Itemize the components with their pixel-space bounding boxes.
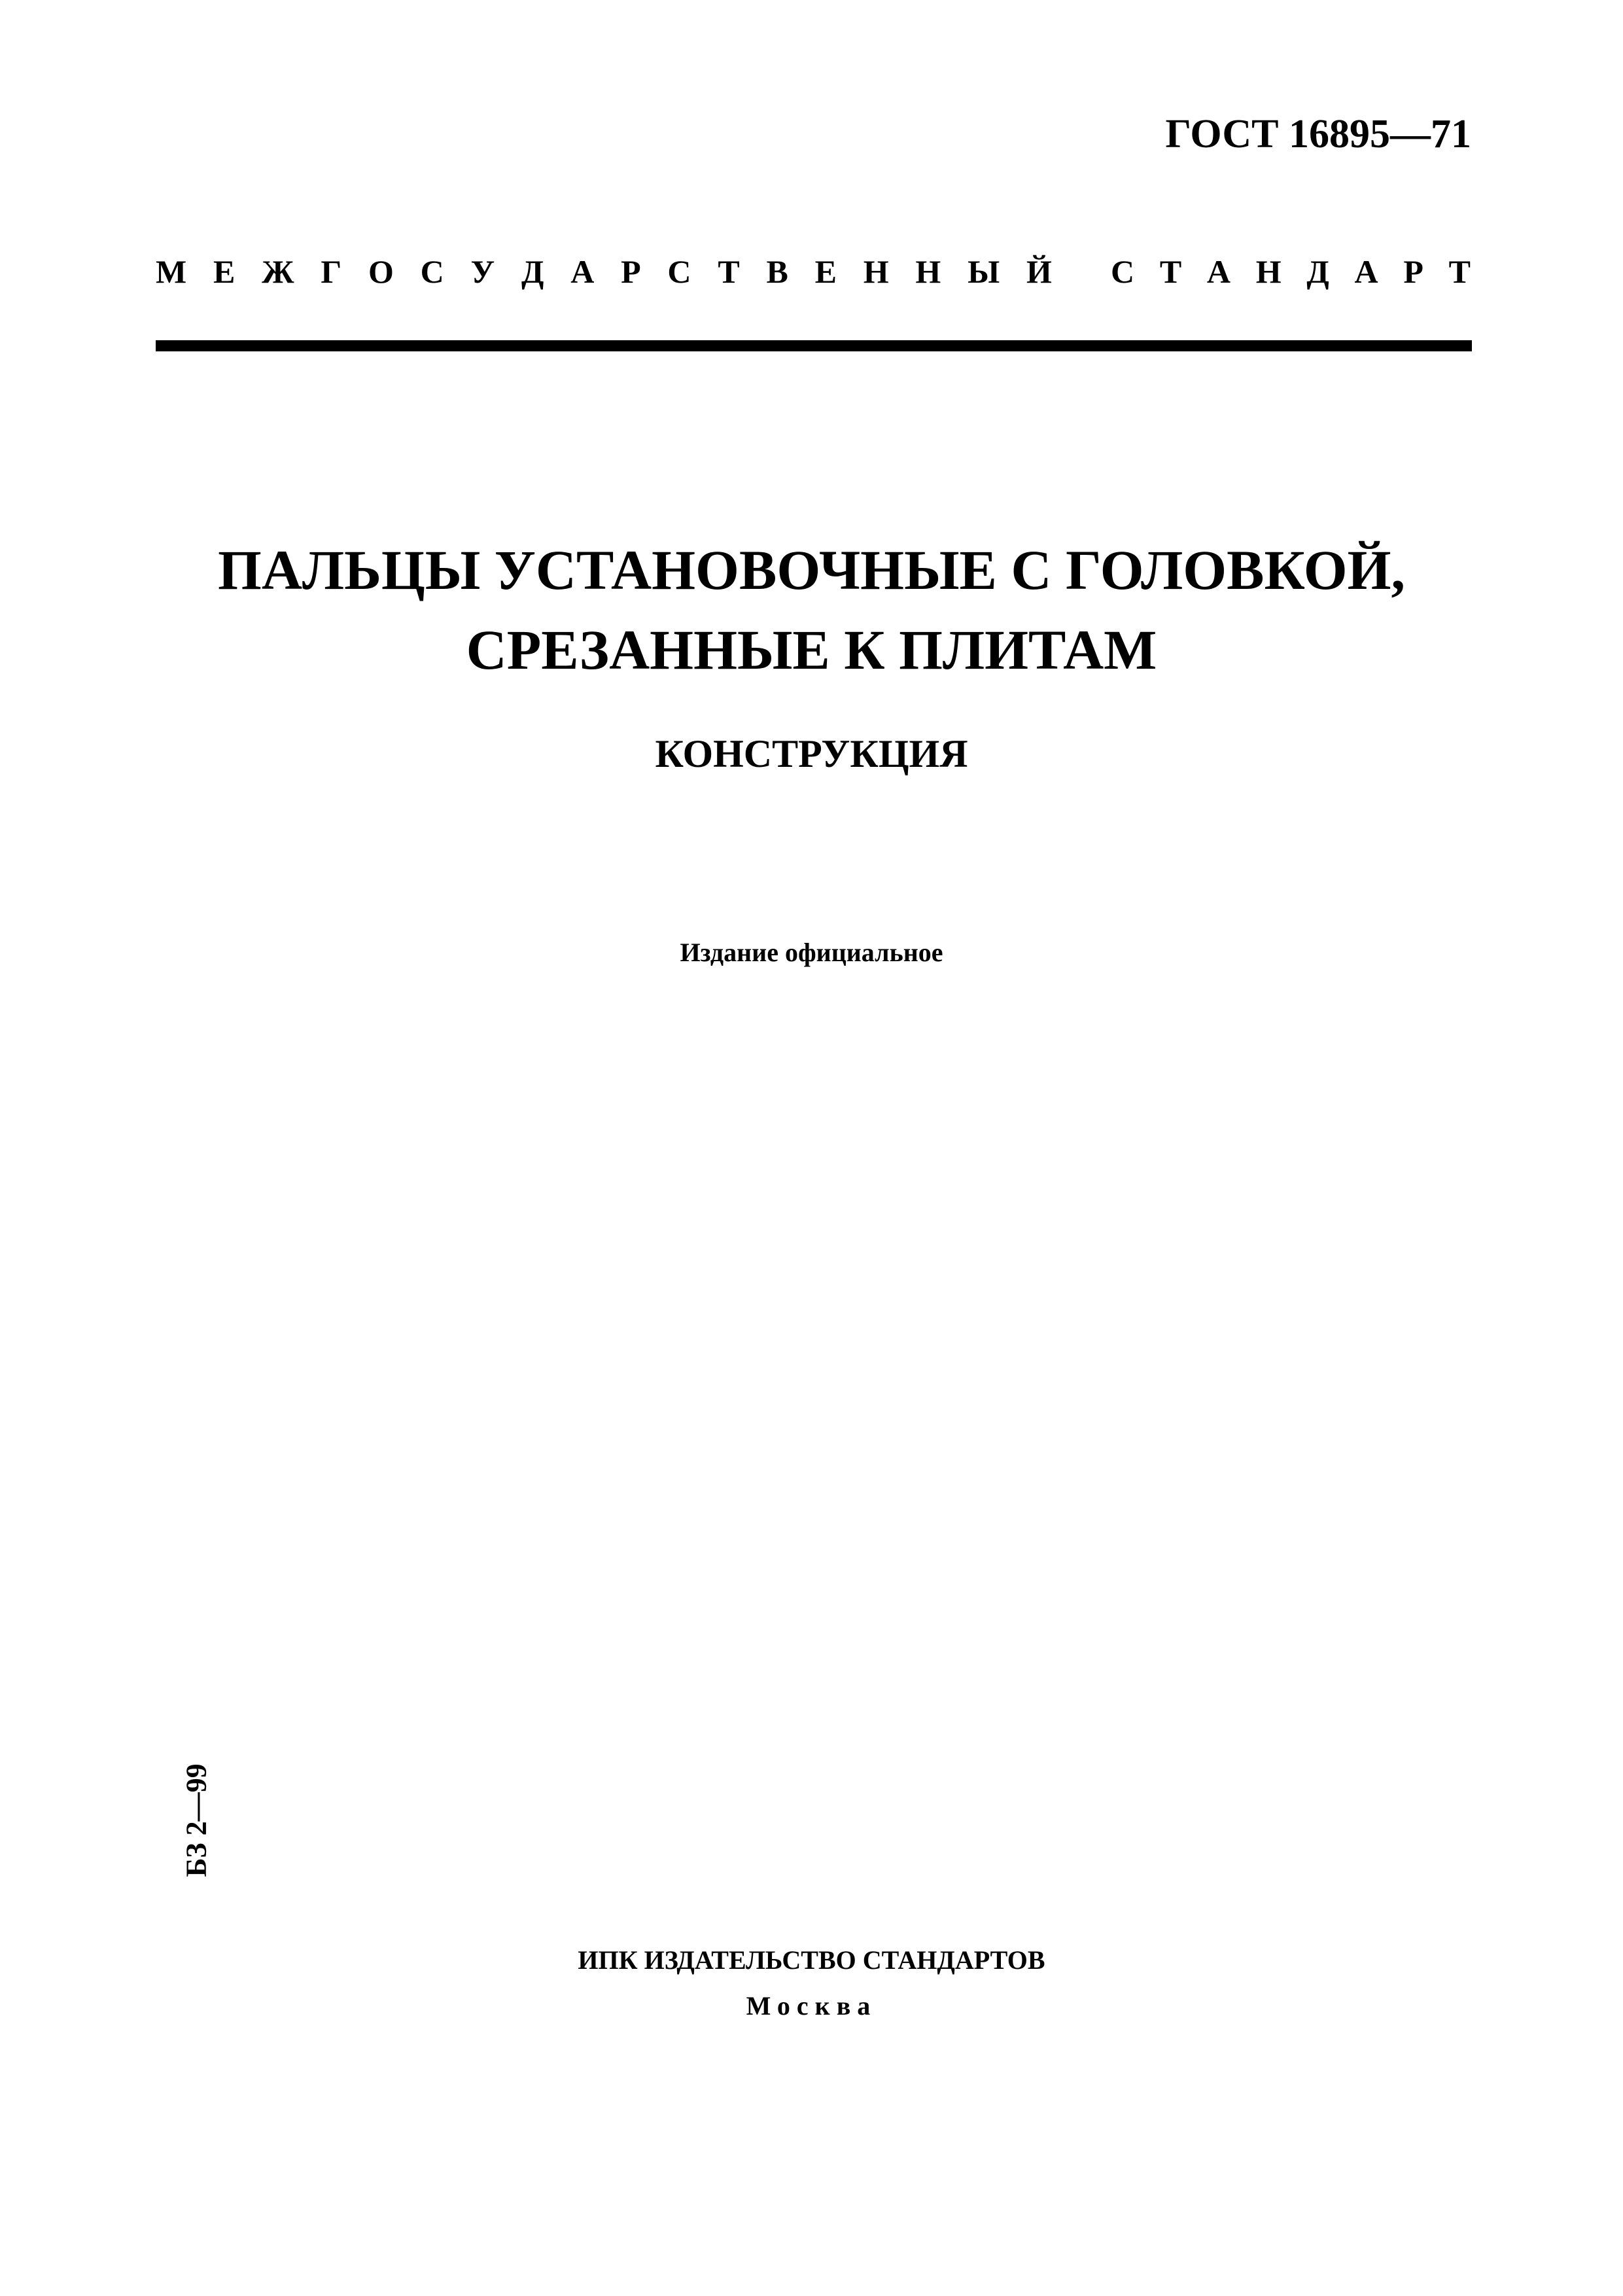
standard-type-word-2 [1111, 255, 1471, 288]
heading-letter: Р [621, 253, 641, 290]
heading-letter: Т [1448, 253, 1471, 290]
heading-letter: С [667, 253, 691, 290]
heading-letter: Т [718, 253, 740, 290]
heading-letter: Е [213, 253, 236, 290]
heading-letter: С [420, 253, 444, 290]
heading-letter: Й [1026, 253, 1052, 290]
heading-letter: Д [1306, 253, 1329, 290]
heading-letter: В [766, 253, 788, 290]
heading-letter: Ы [968, 253, 1000, 290]
heading-letter: Г [321, 253, 342, 290]
standard-type-heading [156, 255, 1471, 288]
heading-letter: Е [814, 253, 837, 290]
heading-letter: Д [521, 253, 544, 290]
heading-letter: А [1206, 253, 1231, 290]
heading-letter: Н [1255, 253, 1282, 290]
heading-divider [156, 340, 1472, 351]
heading-letter: У [470, 253, 495, 290]
publisher-city: Москва [746, 1991, 877, 2021]
catalog-code: БЗ 2—99 [180, 1763, 213, 1877]
heading-letter: Н [863, 253, 889, 290]
heading-letter: А [570, 253, 595, 290]
heading-letter: М [156, 253, 187, 290]
heading-letter: О [368, 253, 394, 290]
edition-note: Издание официальное [680, 938, 943, 967]
heading-letter: Н [915, 253, 941, 290]
document-subtitle: КОНСТРУКЦИЯ [655, 732, 968, 775]
heading-letter: Р [1403, 253, 1423, 290]
publisher-name: ИПК ИЗДАТЕЛЬСТВО СТАНДАРТОВ [578, 1945, 1045, 1975]
heading-letter: Ж [262, 253, 294, 290]
heading-letter: Т [1159, 253, 1182, 290]
heading-letter: С [1111, 253, 1135, 290]
standard-type-word-1 [156, 255, 1052, 288]
title-line-2: СРЕЗАННЫЕ К ПЛИТАМ [466, 618, 1157, 681]
title-line-1: ПАЛЬЦЫ УСТАНОВОЧНЫЕ С ГОЛОВКОЙ, [217, 539, 1406, 601]
document-number: ГОСТ 16895—71 [1165, 112, 1471, 156]
document-title [0, 530, 1623, 690]
heading-letter: А [1354, 253, 1378, 290]
